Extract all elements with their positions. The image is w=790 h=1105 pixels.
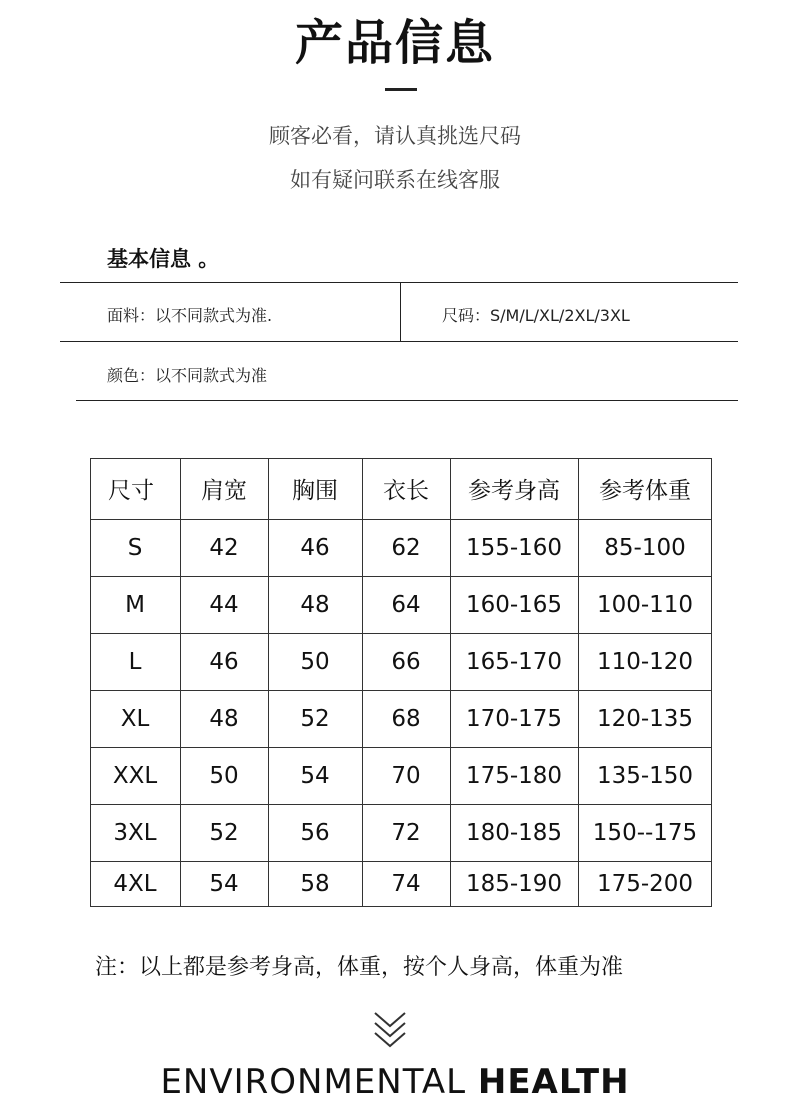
- table-cell: 72: [391, 819, 421, 846]
- info-divider-bottom: [76, 400, 738, 401]
- footer-text-regular: ENVIRONMENTAL: [160, 1062, 467, 1102]
- table-cell: 68: [391, 705, 421, 732]
- table-cell: 52: [300, 705, 330, 732]
- table-cell: 70: [391, 762, 421, 789]
- table-cell: 62: [391, 534, 421, 561]
- table-cell: 185-190: [465, 871, 563, 897]
- table-cell: 48: [209, 705, 239, 732]
- subtitle-line-2: 如有疑问联系在线客服: [290, 168, 500, 192]
- table-cell: 165-170: [465, 648, 563, 675]
- info-divider-top: [60, 282, 738, 283]
- table-cell: XL: [120, 705, 150, 732]
- header-length: 衣长: [383, 478, 429, 504]
- table-row: [90, 576, 712, 633]
- table-row: [90, 747, 712, 804]
- table-row: [90, 804, 712, 861]
- table-cell: 52: [209, 819, 239, 846]
- table-cell: 50: [209, 762, 239, 789]
- table-cell: 100-110: [596, 591, 694, 618]
- table-cell: 150--175: [592, 819, 698, 846]
- table-cell: 3XL: [113, 819, 157, 846]
- table-cell: 155-160: [465, 534, 563, 561]
- table-header-row: [90, 458, 712, 519]
- header-size: 尺寸: [108, 478, 154, 504]
- table-row: [90, 861, 712, 907]
- table-cell: 54: [209, 871, 239, 897]
- table-cell: 4XL: [113, 871, 157, 897]
- chevron-down-double-icon: [372, 1010, 408, 1052]
- table-cell: 85-100: [604, 534, 686, 561]
- table-cell: 58: [300, 871, 330, 897]
- info-divider-middle: [60, 341, 738, 342]
- color-info: 颜色：以不同款式为准: [107, 366, 268, 385]
- table-cell: 46: [300, 534, 330, 561]
- table-cell: 46: [209, 648, 239, 675]
- table-cell: 44: [209, 591, 239, 618]
- basic-info-heading: 基本信息 。: [107, 247, 220, 271]
- size-range-info: 尺码：S/M/L/XL/2XL/3XL: [442, 306, 630, 325]
- title-divider: [385, 88, 417, 91]
- footer-slogan: [0, 1062, 790, 1102]
- table-cell: 48: [300, 591, 330, 618]
- table-row: [90, 519, 712, 576]
- header-shoulder: 肩宽: [201, 478, 247, 504]
- table-cell: 54: [300, 762, 330, 789]
- table-cell: 66: [391, 648, 421, 675]
- table-cell: 175-200: [596, 871, 694, 897]
- page-title: 产品信息: [294, 15, 495, 71]
- size-note: 注：以上都是参考身高，体重，按个人身高，体重为准: [95, 955, 624, 980]
- table-cell: 180-185: [465, 819, 563, 846]
- table-cell: L: [128, 648, 142, 675]
- table-cell: 74: [391, 871, 421, 897]
- fabric-info: 面料：以不同款式为准.: [107, 306, 273, 325]
- header-chest: 胸围: [292, 478, 338, 504]
- table-row: [90, 690, 712, 747]
- table-cell: 175-180: [465, 762, 563, 789]
- table-cell: 160-165: [465, 591, 563, 618]
- header-ref-height: 参考身高: [468, 478, 560, 504]
- table-cell: 120-135: [596, 705, 694, 732]
- info-divider-vertical: [400, 282, 401, 341]
- table-cell: 64: [391, 591, 421, 618]
- header-ref-weight: 参考体重: [599, 478, 691, 504]
- table-cell: 42: [209, 534, 239, 561]
- table-cell: S: [127, 534, 143, 561]
- subtitle-line-1: 顾客必看，请认真挑选尺码: [269, 124, 521, 148]
- table-cell: 135-150: [596, 762, 694, 789]
- table-cell: M: [125, 591, 145, 618]
- size-table: [90, 458, 712, 907]
- footer-text-bold: HEALTH: [477, 1062, 630, 1102]
- table-row: [90, 633, 712, 690]
- table-cell: 170-175: [465, 705, 563, 732]
- table-cell: 56: [300, 819, 330, 846]
- table-cell: 50: [300, 648, 330, 675]
- table-cell: 110-120: [596, 648, 694, 675]
- table-cell: XXL: [112, 762, 158, 789]
